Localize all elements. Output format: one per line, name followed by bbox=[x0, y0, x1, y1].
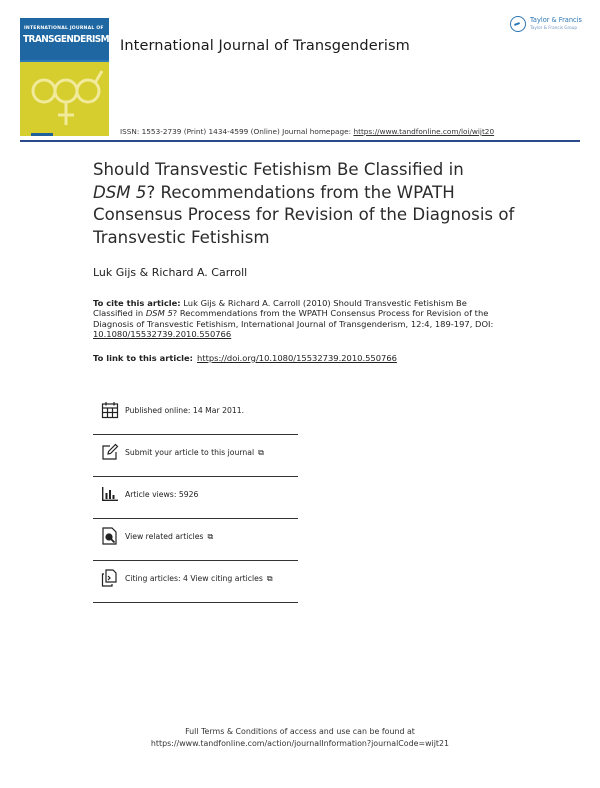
link-label: To link to this article: bbox=[93, 353, 194, 363]
info-citing-label[interactable] bbox=[125, 574, 273, 584]
publisher-logo-icon bbox=[510, 16, 526, 32]
citing-articles-link[interactable]: Citing articles: 4 View citing articles bbox=[125, 574, 263, 583]
calendar-icon bbox=[101, 401, 119, 419]
cite-text-1: Luk Gijs & Richard A. Carroll (2010) Should Transvestic Fetishism Be Classified in bbox=[93, 298, 467, 319]
publisher-subname: Taylor & Francis Group bbox=[530, 25, 578, 30]
cite-label: To cite this article: bbox=[93, 298, 181, 308]
info-row-submit[interactable] bbox=[93, 435, 298, 477]
publisher-logo[interactable] bbox=[510, 16, 582, 32]
info-related-label[interactable] bbox=[125, 532, 213, 542]
article-link-line bbox=[93, 353, 397, 363]
info-row-published bbox=[93, 393, 298, 435]
citation-block bbox=[93, 298, 508, 340]
cover-line2: TRANSGENDERISM bbox=[23, 34, 109, 45]
article-info-list bbox=[93, 393, 298, 603]
cite-italic: DSM 5 bbox=[145, 308, 173, 319]
info-row-citing[interactable] bbox=[93, 561, 298, 603]
article-title-line1: Should Transvestic Fetishism Be Classified in bbox=[93, 160, 464, 179]
info-row-views bbox=[93, 477, 298, 519]
publisher-name: Taylor & Francis bbox=[530, 16, 582, 24]
info-views-label: Article views: 5926 bbox=[125, 490, 199, 499]
article-authors: Luk Gijs & Richard A. Carroll bbox=[93, 266, 248, 279]
journal-homepage-link[interactable]: https://www.tandfonline.com/loi/wijt20 bbox=[353, 127, 495, 136]
footer-terms-link[interactable]: https://www.tandfonline.com/action/journalInformation?journalCode=wijt21 bbox=[150, 738, 450, 748]
info-row-related[interactable] bbox=[93, 519, 298, 561]
submit-article-link[interactable]: Submit your article to this journal bbox=[125, 448, 255, 457]
info-submit-label[interactable] bbox=[125, 448, 264, 458]
edit-icon bbox=[101, 443, 119, 461]
footer-line1: Full Terms & Conditions of access and use can be found at bbox=[185, 727, 415, 736]
related-articles-link[interactable]: View related articles bbox=[125, 532, 204, 541]
issn-line bbox=[120, 127, 494, 136]
article-title bbox=[93, 159, 543, 249]
cover-line1: INTERNATIONAL JOURNAL OF bbox=[24, 26, 104, 31]
cite-text-2: ? Recommendations from the WPATH Consensus Process for Revision of the Diagnosis of Transvestic Fetishism, International Journal of Transgenderism, 12:4, 189-197, DOI: bbox=[93, 308, 494, 329]
journal-cover-image bbox=[20, 18, 109, 136]
external-link-icon: ⧉ bbox=[266, 574, 273, 583]
terms-footer bbox=[0, 726, 600, 749]
journal-title[interactable]: International Journal of Transgenderism bbox=[120, 38, 410, 54]
article-doi-link[interactable]: https://doi.org/10.1080/15532739.2010.550766 bbox=[197, 353, 397, 363]
bar-chart-icon bbox=[101, 485, 119, 503]
info-published-label: Published online: 14 Mar 2011. bbox=[125, 406, 245, 415]
search-doc-icon bbox=[101, 527, 119, 545]
cite-doi-link[interactable]: 10.1080/15532739.2010.550766 bbox=[93, 329, 232, 340]
issn-text: ISSN: 1553-2739 (Print) 1434-4599 (Online) Journal homepage: bbox=[120, 127, 352, 136]
gender-symbols-icon bbox=[26, 65, 104, 133]
article-title-italic: DSM 5 bbox=[93, 182, 147, 202]
citing-icon bbox=[101, 569, 119, 587]
external-link-icon: ⧉ bbox=[258, 448, 264, 457]
external-link-icon: ⧉ bbox=[207, 532, 214, 541]
header-divider bbox=[20, 140, 580, 142]
article-title-rest: ? Recommendations from the WPATH Consensus Process for Revision of the Diagnosis of Transvestic Fetishism bbox=[93, 182, 515, 247]
